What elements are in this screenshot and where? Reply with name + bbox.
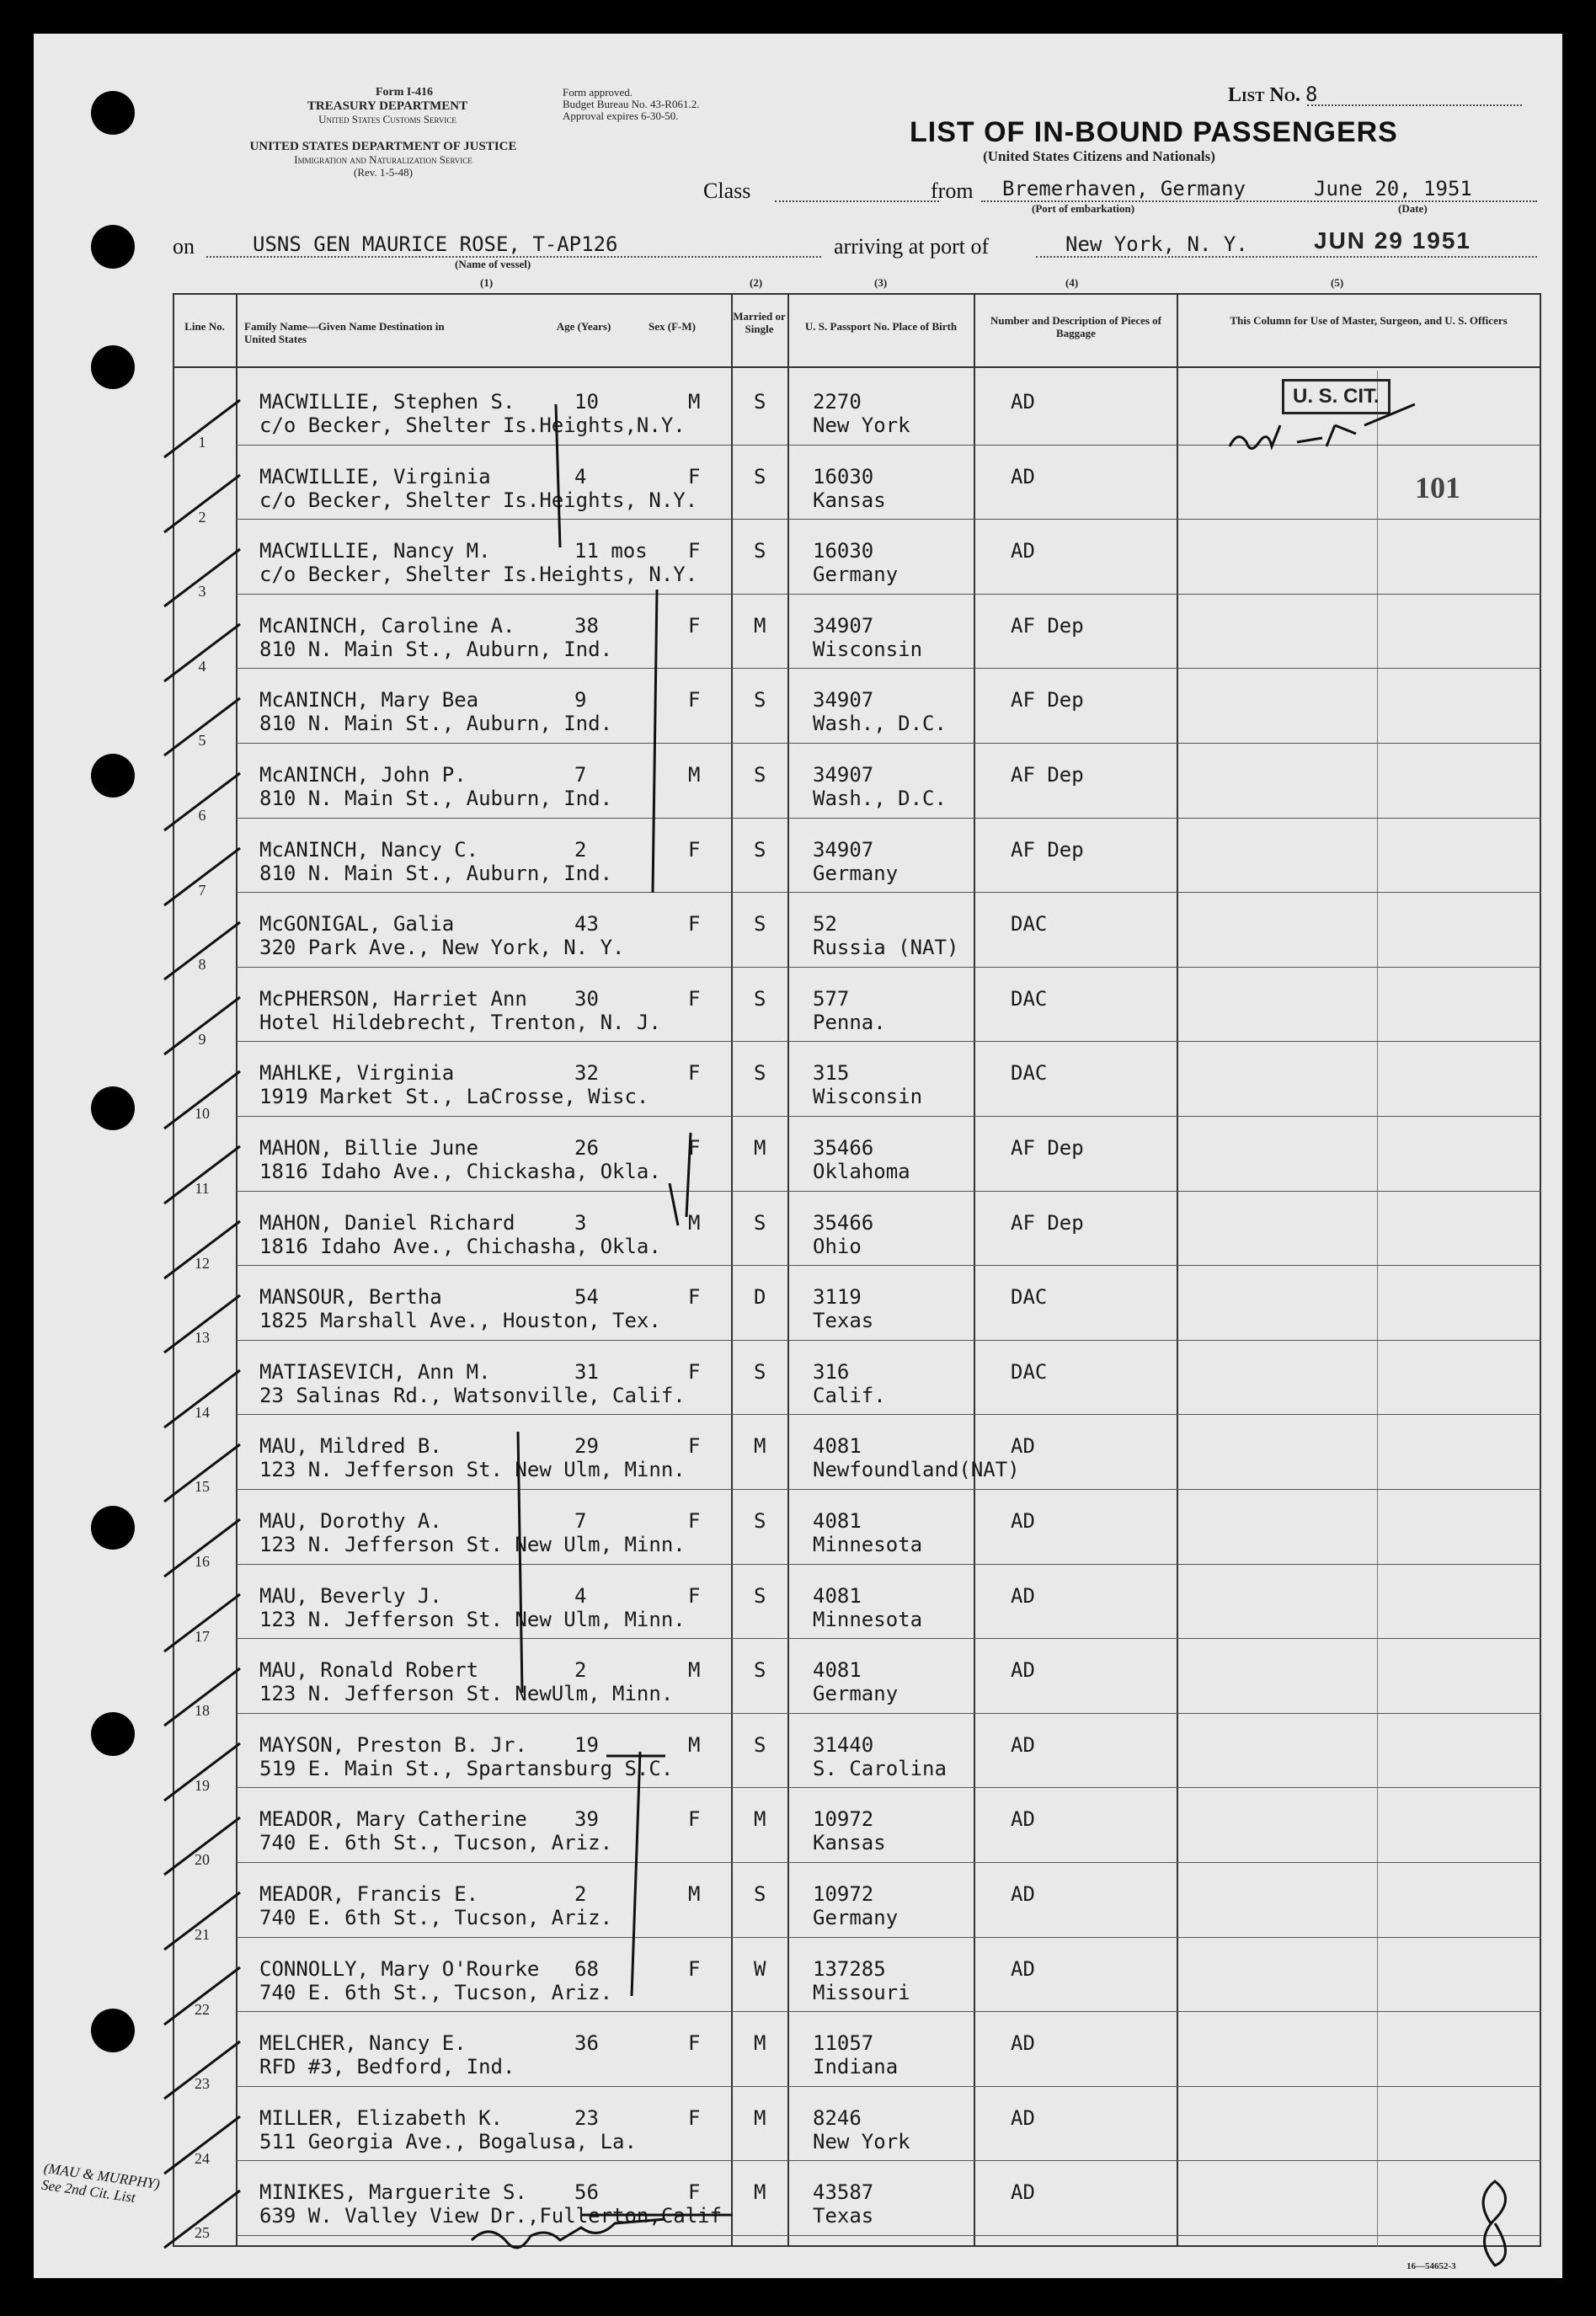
footer-code: 16—54652-3 [1407, 2261, 1456, 2271]
passenger-name: MAHON, Billie June [259, 1136, 479, 1160]
passenger-age: 7 [574, 1509, 587, 1533]
passenger-name: MACWILLIE, Stephen S. [259, 390, 515, 414]
baggage: AF Dep [1011, 1136, 1084, 1160]
line-number: 4 [198, 657, 206, 675]
place-of-birth: Wash., D.C. [813, 787, 947, 810]
line-number: 22 [195, 2000, 210, 2018]
baggage: AF Dep [1011, 613, 1084, 638]
passenger-address: 1919 Market St., LaCrosse, Wisc. [259, 1085, 649, 1109]
passenger-age: 39 [574, 1807, 599, 1832]
passenger-sex: F [688, 1359, 701, 1384]
passenger-name: MAHON, Daniel Richard [259, 1210, 515, 1235]
header-line-no: Line No. [184, 320, 225, 333]
marital-status: S [754, 912, 766, 937]
margin-note: (MAU & MURPHY) See 2nd Cit. List [40, 2159, 161, 2207]
place-of-birth: Texas [813, 1309, 874, 1333]
line-number: 1 [198, 434, 206, 451]
marital-status: M [754, 2105, 766, 2130]
baggage: AF Dep [1011, 688, 1084, 712]
line-number: 3 [198, 583, 206, 600]
arriving-label: arriving at port of [834, 234, 990, 259]
approval-line-2: Budget Bureau No. 43-R061.2. [563, 98, 700, 110]
passenger-address: 639 W. Valley View Dr.,Fullerton,Calif [259, 2204, 723, 2228]
passport-number: 11057 [813, 2031, 874, 2056]
passenger-age: 68 [574, 1956, 599, 1981]
passenger-age: 30 [574, 986, 599, 1011]
passenger-name: MAYSON, Preston B. Jr. [259, 1732, 527, 1757]
marital-status: S [754, 688, 766, 712]
passport-number: 4081 [813, 1434, 862, 1459]
place-of-birth: Minnesota [813, 1607, 923, 1631]
passenger-sex: F [688, 1583, 701, 1608]
line-number: 20 [195, 1851, 210, 1869]
passenger-name: MACWILLIE, Virginia [259, 464, 491, 488]
passenger-age: 19 [574, 1732, 599, 1757]
passenger-name: MAU, Ronald Robert [259, 1658, 479, 1683]
passenger-sex: F [688, 1136, 701, 1160]
baggage: AD [1011, 1956, 1035, 1981]
passenger-sex: F [688, 912, 701, 937]
place-of-birth: Kansas [813, 488, 886, 512]
header-married: Married or Single [733, 310, 786, 335]
line-number: 8 [198, 956, 206, 974]
place-of-birth: New York [813, 2129, 910, 2153]
place-of-birth: Calif. [813, 1383, 886, 1407]
place-of-birth: Newfoundland(NAT) [813, 1458, 1020, 1482]
passenger-address: 123 N. Jefferson St. New Ulm, Minn. [259, 1458, 686, 1482]
marital-status: S [754, 763, 766, 787]
line-number: 12 [195, 1254, 210, 1272]
place-of-birth: Texas [813, 2204, 874, 2228]
passenger-address: 740 E. 6th St., Tucson, Ariz. [259, 1831, 613, 1855]
header-age: Age (Years) [556, 320, 611, 333]
passenger-age: 11 mos [574, 539, 648, 563]
passenger-sex: M [688, 1658, 701, 1683]
passenger-sex: F [688, 2105, 701, 2130]
marital-status: S [754, 837, 766, 862]
line-number: 16 [195, 1553, 210, 1570]
header-baggage: Number and Description of Pieces of Baggage [990, 314, 1162, 339]
baggage: AD [1011, 1434, 1035, 1459]
arrival-date-stamp: JUN 29 1951 [1314, 227, 1472, 253]
baggage: AD [1011, 2105, 1035, 2130]
place-of-birth: Penna. [813, 1010, 886, 1034]
passenger-address: 123 N. Jefferson St. New Ulm, Minn. [259, 1533, 686, 1556]
passport-number: 137285 [813, 1956, 886, 1981]
passenger-address: 810 N. Main St., Auburn, Ind. [259, 787, 613, 810]
baggage: AD [1011, 464, 1035, 488]
place-of-birth: Wash., D.C. [813, 712, 947, 736]
line-number: 11 [195, 1180, 210, 1197]
baggage: AD [1011, 1807, 1035, 1832]
passenger-address: c/o Becker, Shelter Is.Heights,N.Y. [259, 414, 686, 437]
passenger-address: 810 N. Main St., Auburn, Ind. [259, 637, 613, 661]
marital-status: S [754, 1509, 766, 1533]
form-subtitle: (United States Citizens and Nationals) [983, 148, 1215, 164]
marital-status: S [754, 1732, 766, 1757]
marital-status: S [754, 1061, 766, 1086]
passenger-address: c/o Becker, Shelter Is.Heights, N.Y. [259, 563, 698, 587]
passenger-sex: F [688, 1285, 701, 1310]
passenger-sex: F [688, 464, 701, 488]
passenger-name: McGONIGAL, Galia [259, 912, 455, 937]
handwriting-overlay [34, 34, 1562, 2278]
list-number: 8 [1305, 83, 1318, 106]
baggage: DAC [1011, 986, 1048, 1011]
place-of-birth: Germany [813, 861, 899, 885]
passenger-sex: F [688, 688, 701, 712]
passport-number: 577 [813, 986, 850, 1011]
marital-status: S [754, 1658, 766, 1683]
passenger-sex: M [688, 1732, 701, 1757]
passenger-name: MILLER, Elizabeth K. [259, 2105, 503, 2130]
line-number: 23 [195, 2075, 210, 2093]
passenger-sex: F [688, 1956, 701, 1981]
header-name: Family Name—Given Name Destination in United States [244, 320, 445, 345]
passenger-address: 810 N. Main St., Auburn, Ind. [259, 712, 613, 736]
line-number: 10 [195, 1105, 210, 1123]
line-number: 21 [195, 1926, 210, 1943]
class-label: Class [703, 179, 751, 203]
marital-status: M [754, 2031, 766, 2056]
passenger-age: 2 [574, 837, 587, 862]
line-number: 6 [198, 807, 206, 824]
passenger-name: CONNOLLY, Mary O'Rourke [259, 1956, 540, 1981]
passenger-address: 123 N. Jefferson St. NewUlm, Minn. [259, 1682, 674, 1706]
us-citizen-stamp: U. S. CIT. [1282, 379, 1390, 414]
passenger-address: c/o Becker, Shelter Is.Heights, N.Y. [259, 488, 698, 512]
col-num-5: (5) [1331, 276, 1344, 289]
place-of-birth: Germany [813, 563, 899, 587]
passenger-age: 36 [574, 2031, 599, 2056]
passenger-name: McANINCH, Caroline A. [259, 613, 515, 638]
line-number: 15 [195, 1478, 210, 1496]
place-of-birth: Kansas [813, 1831, 886, 1855]
place-of-birth: Missouri [813, 1980, 910, 2004]
place-of-birth: Germany [813, 1682, 899, 1706]
passport-number: 8246 [813, 2105, 862, 2130]
passenger-age: 43 [574, 912, 599, 937]
marital-status: D [754, 1285, 766, 1310]
marital-status: S [754, 986, 766, 1011]
passenger-address: 519 E. Main St., Spartansburg S.C. [259, 1756, 674, 1780]
passenger-sex: F [688, 1061, 701, 1086]
passenger-sex: M [688, 390, 701, 414]
col-num-3: (3) [874, 276, 888, 289]
passenger-age: 9 [574, 688, 587, 712]
passenger-sex: F [688, 1509, 701, 1533]
passenger-name: MEADOR, Francis E. [259, 1882, 479, 1906]
passenger-sex: M [688, 763, 701, 787]
passport-number: 4081 [813, 1509, 862, 1533]
passport-number: 52 [813, 912, 837, 937]
passenger-name: MEADOR, Mary Catherine [259, 1807, 527, 1832]
passenger-address: 320 Park Ave., New York, N. Y. [259, 936, 625, 960]
marital-status: S [754, 1882, 766, 1906]
baggage: AD [1011, 539, 1035, 563]
passenger-name: MELCHER, Nancy E. [259, 2031, 467, 2056]
passenger-age: 23 [574, 2105, 599, 2130]
passport-number: 34907 [813, 837, 874, 862]
marital-status: S [754, 1359, 766, 1384]
place-of-birth: S. Carolina [813, 1756, 947, 1780]
place-of-birth: Ohio [813, 1234, 862, 1258]
passport-number: 4081 [813, 1583, 862, 1608]
passport-number: 34907 [813, 613, 874, 638]
passenger-name: McPHERSON, Harriet Ann [259, 986, 527, 1011]
passport-number: 34907 [813, 763, 874, 787]
passenger-age: 32 [574, 1061, 599, 1086]
baggage: AF Dep [1011, 1210, 1084, 1235]
col-num-2: (2) [750, 276, 763, 289]
marital-status: M [754, 1434, 766, 1459]
passenger-address: 1825 Marshall Ave., Houston, Tex. [259, 1309, 661, 1333]
passenger-name: MACWILLIE, Nancy M. [259, 539, 491, 563]
passenger-sex: F [688, 986, 701, 1011]
place-of-birth: New York [813, 414, 910, 437]
baggage: AF Dep [1011, 837, 1084, 862]
baggage: AD [1011, 1658, 1035, 1683]
passenger-age: 38 [574, 613, 599, 638]
baggage: AD [1011, 2180, 1035, 2205]
line-number: 17 [195, 1627, 210, 1645]
passport-number: 10972 [813, 1882, 874, 1906]
passenger-name: McANINCH, Nancy C. [259, 837, 479, 862]
officer-note: 101 [1415, 471, 1460, 504]
passenger-name: McANINCH, Mary Bea [259, 688, 479, 712]
place-of-birth: Oklahoma [813, 1160, 910, 1183]
marital-status: S [754, 539, 766, 563]
passenger-age: 31 [574, 1359, 599, 1384]
passenger-name: MINIKES, Marguerite S. [259, 2180, 527, 2205]
passenger-address: 1816 Idaho Ave., Chichasha, Okla. [259, 1234, 661, 1258]
place-of-birth: Indiana [813, 2055, 899, 2079]
passport-number: 31440 [813, 1732, 874, 1757]
embarkation-date: June 20, 1951 [1314, 177, 1472, 200]
passenger-address: RFD #3, Bedford, Ind. [259, 2055, 515, 2079]
baggage: AD [1011, 390, 1035, 414]
baggage: AD [1011, 2031, 1035, 2056]
passenger-name: MANSOUR, Bertha [259, 1285, 442, 1310]
place-of-birth: Wisconsin [813, 1085, 923, 1109]
date-caption: (Date) [1398, 202, 1428, 215]
baggage: AD [1011, 1732, 1035, 1757]
passenger-age: 7 [574, 763, 587, 787]
passenger-age: 10 [574, 390, 599, 414]
passport-number: 34907 [813, 688, 874, 712]
line-number: 13 [195, 1329, 210, 1347]
passenger-address: 123 N. Jefferson St. New Ulm, Minn. [259, 1607, 686, 1631]
approval-line-1: Form approved. [563, 86, 633, 99]
passport-number: 16030 [813, 464, 874, 488]
marital-status: S [754, 390, 766, 414]
header-officers: This Column for Use of Master, Surgeon, and U. S. Officers [1230, 314, 1508, 327]
baggage: DAC [1011, 912, 1048, 937]
passenger-name: MATIASEVICH, Ann M. [259, 1359, 491, 1384]
baggage: AD [1011, 1509, 1035, 1533]
passenger-sex: M [688, 1210, 701, 1235]
marital-status: M [754, 613, 766, 638]
passenger-name: MAHLKE, Virginia [259, 1061, 455, 1086]
passenger-sex: F [688, 2180, 701, 2205]
baggage: AF Dep [1011, 763, 1084, 787]
marital-status: S [754, 1583, 766, 1608]
col-num-4: (4) [1065, 276, 1079, 289]
marital-status: W [754, 1956, 766, 1981]
passport-number: 35466 [813, 1136, 874, 1160]
baggage: DAC [1011, 1285, 1048, 1310]
ins: Immigration and Naturalization Service [294, 153, 472, 166]
passport-number: 35466 [813, 1210, 874, 1235]
passenger-name: MAU, Beverly J. [259, 1583, 442, 1608]
form-number: Form I-416 [375, 86, 434, 99]
passenger-address: 740 E. 6th St., Tucson, Ariz. [259, 1906, 613, 1929]
vessel-caption: (Name of vessel) [455, 258, 531, 270]
revision: (Rev. 1-5-48) [354, 166, 413, 179]
marital-status: M [754, 1136, 766, 1160]
baggage: AD [1011, 1882, 1035, 1906]
manifest-page [34, 34, 1562, 2278]
passenger-age: 4 [574, 1583, 587, 1608]
baggage: DAC [1011, 1359, 1048, 1384]
line-number: 5 [198, 732, 206, 750]
passport-number: 16030 [813, 539, 874, 563]
passenger-sex: F [688, 539, 701, 563]
baggage: DAC [1011, 1061, 1048, 1086]
passenger-address: 810 N. Main St., Auburn, Ind. [259, 861, 613, 885]
port-caption: (Port of embarkation) [1032, 202, 1135, 215]
passenger-name: MAU, Mildred B. [259, 1434, 442, 1459]
passenger-address: 1816 Idaho Ave., Chickasha, Okla. [259, 1160, 661, 1183]
passport-number: 43587 [813, 2180, 874, 2205]
customs-service: United States Customs Service [318, 113, 456, 125]
vessel-name: USNS GEN MAURICE ROSE, T-AP126 [253, 232, 618, 256]
port-of-embarkation: Bremerhaven, Germany [1002, 177, 1246, 200]
passport-number: 316 [813, 1359, 850, 1384]
passenger-age: 2 [574, 1882, 587, 1906]
passenger-sex: F [688, 837, 701, 862]
passenger-sex: M [688, 1882, 701, 1906]
line-number: 18 [195, 1702, 210, 1720]
passport-number: 315 [813, 1061, 850, 1086]
line-number: 2 [198, 508, 206, 526]
header-sex: Sex (F-M) [649, 320, 696, 333]
place-of-birth: Wisconsin [813, 637, 923, 661]
treasury-dept: TREASURY DEPARTMENT [307, 99, 468, 113]
on-label: on [173, 234, 195, 259]
passenger-age: 4 [574, 464, 587, 488]
baggage: AD [1011, 1583, 1035, 1608]
passenger-address: 23 Salinas Rd., Watsonville, Calif. [259, 1383, 686, 1407]
list-label: List No. [1228, 84, 1300, 106]
header-passport: U. S. Passport No. Place of Birth [804, 320, 958, 333]
passenger-age: 3 [574, 1210, 587, 1235]
passport-number: 2270 [813, 390, 862, 414]
passport-number: 3119 [813, 1285, 862, 1310]
passenger-age: 29 [574, 1434, 599, 1459]
passenger-sex: F [688, 1434, 701, 1459]
line-number: 14 [195, 1403, 210, 1421]
line-number: 7 [198, 881, 206, 899]
passenger-age: 56 [574, 2180, 599, 2205]
arrival-port: New York, N. Y. [1065, 232, 1248, 256]
line-number: 19 [195, 1776, 210, 1794]
line-number: 24 [195, 2149, 210, 2167]
page-mark [1491, 2219, 1492, 2220]
passport-number: 10972 [813, 1807, 874, 1832]
line-number: 9 [198, 1030, 206, 1048]
passenger-age: 54 [574, 1285, 599, 1310]
approval-line-3: Approval expires 6-30-50. [563, 109, 679, 122]
passenger-sex: F [688, 2031, 701, 2056]
passenger-sex: F [688, 1807, 701, 1832]
col-num-1: (1) [480, 276, 494, 289]
form-title: LIST OF IN-BOUND PASSENGERS [910, 116, 1398, 148]
marital-status: S [754, 1210, 766, 1235]
passenger-age: 26 [574, 1136, 599, 1160]
passenger-name: MAU, Dorothy A. [259, 1509, 442, 1533]
line-number: 25 [195, 2224, 210, 2242]
marital-status: S [754, 464, 766, 488]
place-of-birth: Russia (NAT) [813, 936, 959, 960]
passenger-address: 740 E. 6th St., Tucson, Ariz. [259, 1980, 613, 2004]
place-of-birth: Germany [813, 1906, 899, 1929]
marital-status: M [754, 2180, 766, 2205]
passenger-age: 2 [574, 1658, 587, 1683]
passenger-address: 511 Georgia Ave., Bogalusa, La. [259, 2129, 637, 2153]
from-label: from [931, 179, 974, 203]
passport-number: 4081 [813, 1658, 862, 1683]
passenger-address: Hotel Hildebrecht, Trenton, N. J. [259, 1010, 661, 1034]
passenger-name: McANINCH, John P. [259, 763, 467, 787]
doj: UNITED STATES DEPARTMENT OF JUSTICE [249, 140, 517, 153]
place-of-birth: Minnesota [813, 1533, 923, 1556]
marital-status: M [754, 1807, 766, 1832]
passenger-sex: F [688, 613, 701, 638]
